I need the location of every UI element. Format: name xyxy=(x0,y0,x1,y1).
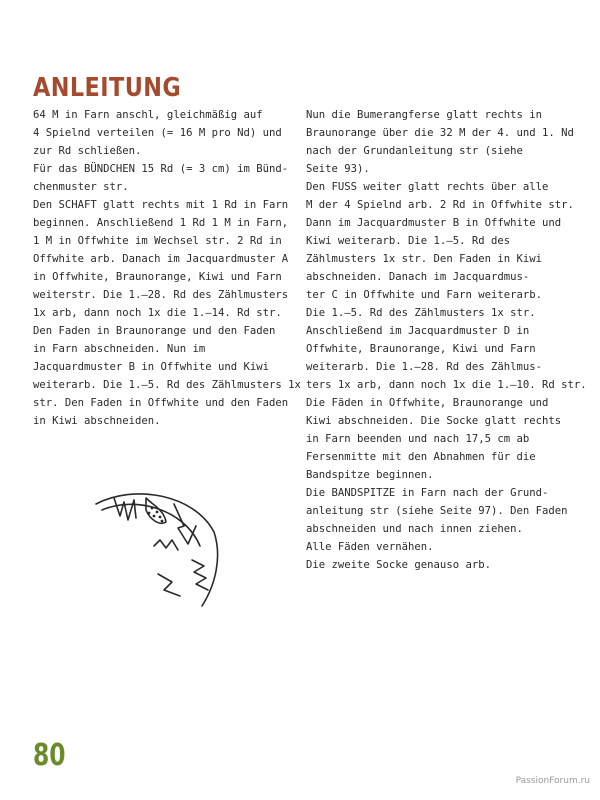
instruction-line: in Farn abschneiden. Nun im xyxy=(33,343,206,355)
instructions-right-column xyxy=(306,106,587,574)
instruction-line: abschneiden und nach innen ziehen. xyxy=(306,523,523,535)
instruction-line: weiterstr. Die 1.–28. Rd des Zählmusters xyxy=(33,289,289,301)
instruction-line: Nun die Bumerangferse glatt rechts in xyxy=(306,109,542,121)
instruction-line: Jacquardmuster B in Offwhite und Kiwi xyxy=(33,361,269,373)
instruction-line: Kiwi abschneiden. Die Socke glatt rechts xyxy=(306,415,562,427)
instruction-line: in Kiwi abschneiden. xyxy=(33,415,161,427)
instruction-line: Seite 93). xyxy=(306,163,370,175)
instruction-line: Bandspitze beginnen. xyxy=(306,469,434,481)
instruction-line: Den FUSS weiter glatt rechts über alle xyxy=(306,181,549,193)
instruction-line: Braunorange über die 32 M der 4. und 1. Nd xyxy=(306,127,574,139)
instruction-line: ter C in Offwhite und Farn weiterarb. xyxy=(306,289,542,301)
instruction-line: Offwhite arb. Danach im Jacquardmuster A xyxy=(33,253,289,265)
instructions-left-column xyxy=(33,106,301,430)
instruction-line: in Offwhite, Braunorange, Kiwi und Farn xyxy=(33,271,282,283)
instruction-line: Die BANDSPITZE in Farn nach der Grund- xyxy=(306,487,549,499)
instruction-line: Zählmusters 1x str. Den Faden in Kiwi xyxy=(306,253,542,265)
instruction-line: 64 M in Farn anschl, gleichmäßig auf xyxy=(33,109,263,121)
instruction-line: beginnen. Anschließend 1 Rd 1 M in Farn, xyxy=(33,217,289,229)
leaf-illustration xyxy=(94,486,220,612)
instruction-line: weiterarb. Die 1.–5. Rd des Zählmusters 1x xyxy=(33,379,301,391)
instruction-line: nach der Grundanleitung str (siehe xyxy=(306,145,523,157)
instruction-line: Offwhite, Braunorange, Kiwi und Farn xyxy=(306,343,536,355)
instruction-line: 1x arb, dann noch 1x die 1.–14. Rd str. xyxy=(33,307,282,319)
page-heading: ANLEITUNG xyxy=(33,73,182,103)
instruction-line: Die 1.–5. Rd des Zählmusters 1x str. xyxy=(306,307,536,319)
instruction-line: Den Faden in Braunorange und den Faden xyxy=(33,325,276,337)
instruction-line: Alle Fäden vernähen. xyxy=(306,541,434,553)
instruction-line: Die Fäden in Offwhite, Braunorange und xyxy=(306,397,549,409)
instruction-line: weiterarb. Die 1.–28. Rd des Zählmus- xyxy=(306,361,542,373)
instruction-line: Dann im Jacquardmuster B in Offwhite und xyxy=(306,217,562,229)
instruction-line: 1 M in Offwhite im Wechsel str. 2 Rd in xyxy=(33,235,282,247)
instruction-line: Den SCHAFT glatt rechts mit 1 Rd in Farn xyxy=(33,199,289,211)
instruction-line: str. Den Faden in Offwhite und den Faden xyxy=(33,397,289,409)
instruction-line: 4 Spielnd verteilen (= 16 M pro Nd) und xyxy=(33,127,282,139)
instruction-line: Fersenmitte mit den Abnahmen für die xyxy=(306,451,536,463)
instruction-line: Anschließend im Jacquardmuster D in xyxy=(306,325,530,337)
instruction-line: in Farn beenden und nach 17,5 cm ab xyxy=(306,433,530,445)
instruction-line: Kiwi weiterarb. Die 1.–5. Rd des xyxy=(306,235,511,247)
instruction-line: chenmuster str. xyxy=(33,181,129,193)
instruction-line: anleitung str (siehe Seite 97). Den Faden xyxy=(306,505,568,517)
instruction-line: M der 4 Spielnd arb. 2 Rd in Offwhite str. xyxy=(306,199,574,211)
watermark: PassionForum.ru xyxy=(515,776,590,786)
instruction-line: Die zweite Socke genauso arb. xyxy=(306,559,491,571)
page-number: 80 xyxy=(33,738,66,773)
instruction-line: ters 1x arb, dann noch 1x die 1.–10. Rd str. xyxy=(306,379,587,391)
instruction-line: abschneiden. Danach im Jacquardmus- xyxy=(306,271,530,283)
instruction-line: zur Rd schließen. xyxy=(33,145,142,157)
instruction-line: Für das BÜNDCHEN 15 Rd (= 3 cm) im Bünd- xyxy=(33,163,289,175)
